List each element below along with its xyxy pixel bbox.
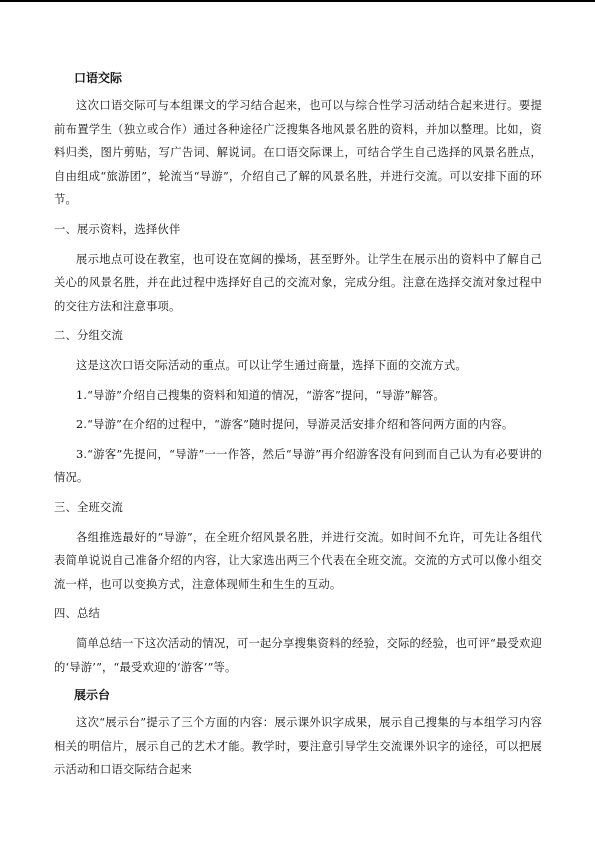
part2-item-1: 1.“导游”介绍自己搜集的资料和知道的情况，“游客”提问，“导游”解答。 bbox=[76, 388, 445, 402]
document-page bbox=[54, 68, 542, 782]
part4-heading: 四、总结 bbox=[54, 607, 100, 620]
top-border-line bbox=[0, 0, 595, 2]
part3-paragraph: 各组推选最好的“导游”，在全班介绍风景名胜，并进行交流。如时间不允许，可先让各组代表简单说说自己准备介绍的内容，让大家选出两三个代表在全班交流。交流的方式可以像小组交流一样，也可以变换方式，注意体现师生和生生的互动。 bbox=[54, 530, 542, 591]
section-title-oral-communication: 口语交际 bbox=[74, 71, 123, 85]
part2-heading: 二、分组交流 bbox=[54, 329, 123, 342]
part2-item-3: 3.“游客”先提问，“导游”一一作答，然后“导游”再介绍游客没有问到而自己认为有必要讲的情况。 bbox=[54, 447, 542, 484]
part2-paragraph: 这是这次口语交际活动的重点。可以让学生通过商量，选择下面的交流方式。 bbox=[76, 359, 467, 372]
part1-paragraph: 展示地点可设在教室，也可设在宽阔的操场，甚至野外。让学生在展示出的资料中了解自己关心的风景名胜，并在此过程中选择好自己的交流对象，完成分组。注意在选择交流对象过程中的交往方法和注意事项。 bbox=[54, 252, 542, 313]
section-title-showcase: 展示台 bbox=[74, 688, 111, 702]
intro-paragraph: 这次口语交际可与本组课文的学习结合起来，也可以与综合性学习活动结合起来进行。要提前布置学生（独立或合作）通过各种途径广泛搜集各地风景名胜的资料，并加以整理。比如，资料归类，图片剪贴，写广告词、解说词。在口语交际课上，可结合学生自己选择的风景名胜点，自由组成“旅游团”，轮流当“导游”，介绍自己了解的风景名胜，并进行交流。可以安排下面的环节。 bbox=[54, 99, 542, 206]
part1-heading: 一、展示资料，选择伙伴 bbox=[54, 222, 181, 236]
part2-item-2: 2.“导游”在介绍的过程中，“游客”随时提问，导游灵活安排介绍和答问两方面的内容。 bbox=[76, 418, 514, 431]
part4-paragraph: 简单总结一下这次活动的情况，可一起分享搜集资料的经验，交际的经验，也可评“最受欢迎的‘导游’”，“最受欢迎的‘游客’”等。 bbox=[54, 637, 542, 674]
showcase-paragraph: 这次“展示台”提示了三个方面的内容：展示课外识字成果，展示自己搜集的与本组学习内容相关的明信片，展示自己的艺术才能。教学时，要注意引导学生交流课外识字的途径，可以把展示活动和口语交际结合起来 bbox=[54, 716, 542, 776]
part3-heading: 三、全班交流 bbox=[54, 500, 123, 514]
